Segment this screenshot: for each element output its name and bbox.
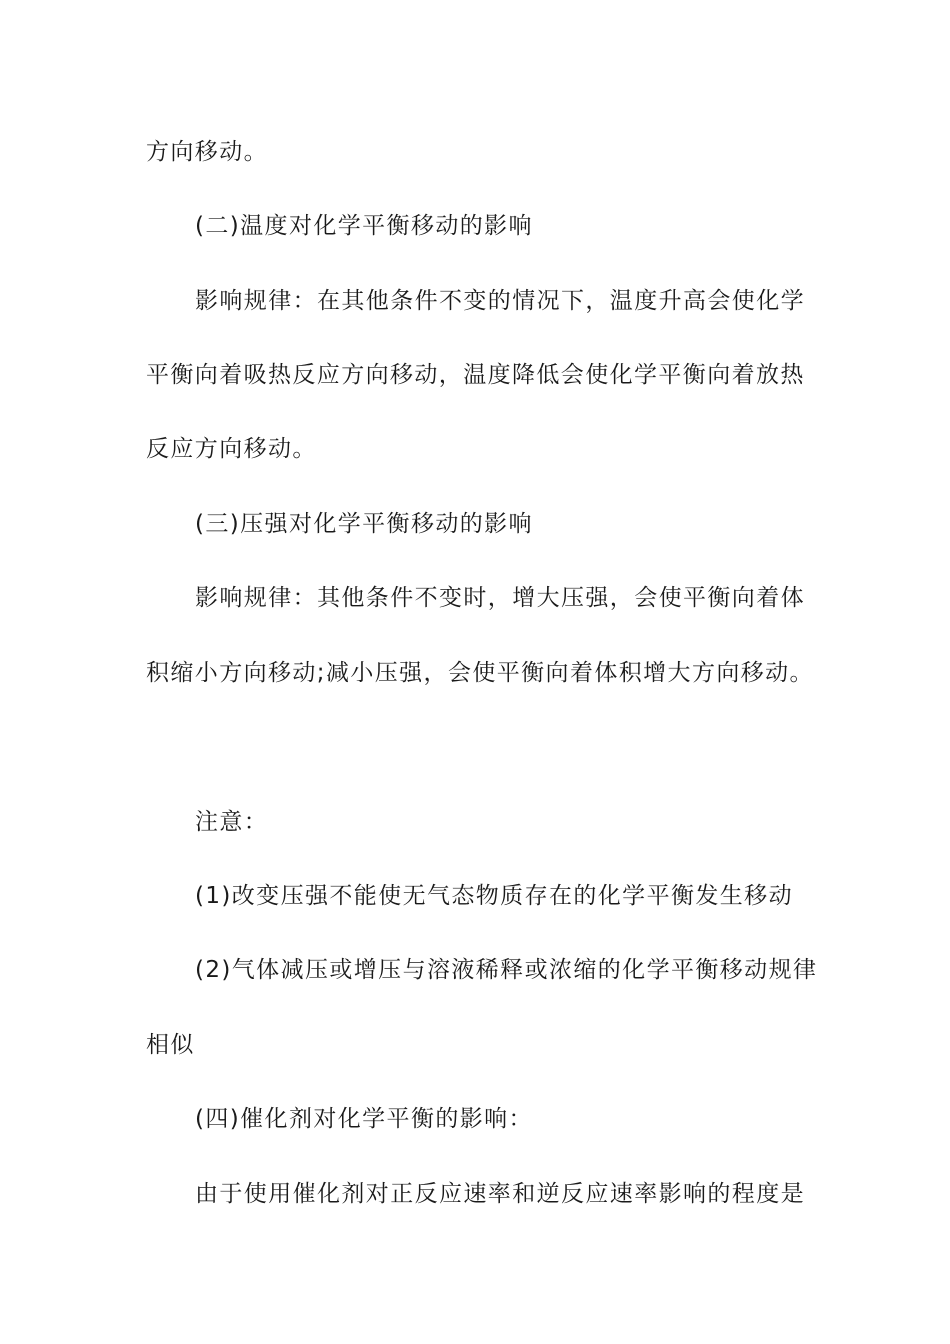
section-heading: (三)压强对化学平衡移动的影响: [195, 511, 533, 537]
paragraph-line: 影响规律：在其他条件不变的情况下，温度升高会使化学: [195, 288, 805, 314]
paragraph-line: 由于使用催化剂对正反应速率和逆反应速率影响的程度是: [195, 1181, 805, 1207]
paragraph-line: 影响规律：其他条件不变时，增大压强，会使平衡向着体: [195, 585, 805, 611]
paragraph-line: 反应方向移动。: [146, 436, 317, 462]
paragraph-line: 积缩小方向移动;减小压强，会使平衡向着体积增大方向移动。: [146, 660, 814, 686]
paragraph-line: 方向移动。: [146, 139, 268, 165]
section-heading: (二)温度对化学平衡移动的影响: [195, 213, 533, 239]
paragraph-line: 平衡向着吸热反应方向移动，温度降低会使化学平衡向着放热: [146, 362, 805, 388]
note-item: (1)改变压强不能使无气态物质存在的化学平衡发生移动: [195, 883, 793, 909]
section-heading: (四)催化剂对化学平衡的影响：: [195, 1106, 533, 1132]
note-heading: 注意：: [195, 809, 269, 835]
note-item: (2)气体减压或增压与溶液稀释或浓缩的化学平衡移动规律: [195, 957, 818, 983]
paragraph-line: 相似: [146, 1032, 195, 1058]
